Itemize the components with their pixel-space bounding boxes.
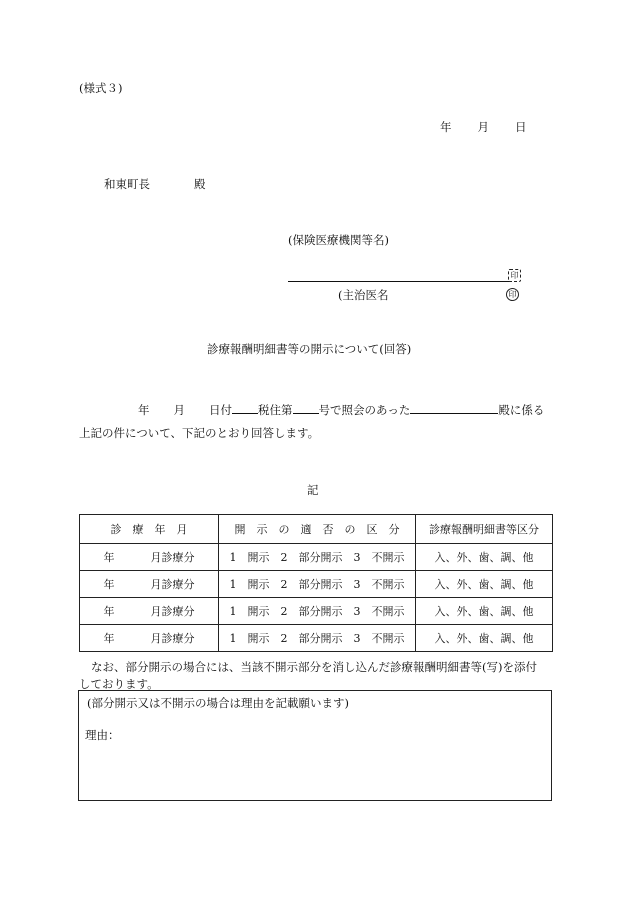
- row-category: 入、外、歯、調、他: [416, 544, 553, 571]
- date-day: 日: [515, 120, 527, 134]
- blank-field: [232, 401, 258, 414]
- institution-seal: [508, 267, 521, 282]
- addressee: [104, 176, 206, 192]
- date-month: 月: [477, 120, 489, 134]
- date-line: [440, 119, 527, 135]
- institution-seal-mark: 印: [508, 269, 521, 282]
- row-category: 入、外、歯、調、他: [416, 571, 553, 598]
- document-title: 診療報酬明細書等の開示について(回答): [207, 342, 412, 356]
- addressee-name: 和東町長: [104, 177, 150, 191]
- table-header-row: [80, 515, 553, 544]
- header-disclosure: 開 示 の 適 否 の 区 分: [219, 515, 416, 544]
- note-line-2: しております。: [79, 677, 159, 691]
- disclosure-table: [79, 514, 553, 652]
- row-period: 年 月診療分: [80, 598, 219, 625]
- doctor-seal-mark: 印: [506, 288, 519, 301]
- row-disclosure: 1 開示 2 部分開示 3 不開示: [219, 544, 416, 571]
- date-year: 年: [440, 120, 452, 134]
- form-number: (様式３): [79, 81, 123, 95]
- table-row: [80, 544, 553, 571]
- reason-label: 理由：: [85, 728, 120, 742]
- blank-field: [293, 401, 319, 414]
- reason-instruction: (部分開示又は不開示の場合は理由を記載願います): [87, 696, 349, 710]
- reason-box[interactable]: [78, 690, 552, 801]
- addressee-honorific: 殿: [194, 177, 206, 191]
- body-line-2: 上記の件について、下記のとおり回答します。: [79, 426, 320, 440]
- table-row: [80, 598, 553, 625]
- table-row: [80, 571, 553, 598]
- row-disclosure: 1 開示 2 部分開示 3 不開示: [219, 598, 416, 625]
- row-category: 入、外、歯、調、他: [416, 598, 553, 625]
- row-period: 年 月診療分: [80, 544, 219, 571]
- blank-field: [410, 401, 498, 414]
- doctor-label: (主治医名: [338, 288, 389, 302]
- row-disclosure: 1 開示 2 部分開示 3 不開示: [219, 571, 416, 598]
- ki-heading: 記: [307, 483, 319, 497]
- header-period: 診 療 年 月: [80, 515, 219, 544]
- header-category: 診療報酬明細書等区分: [416, 515, 553, 544]
- doctor-seal: [506, 286, 519, 301]
- row-period: 年 月診療分: [80, 625, 219, 652]
- institution-label: (保険医療機関等名): [288, 233, 389, 247]
- note-line-1: なお、部分開示の場合には、当該不開示部分を消し込んだ診療報酬明細書等(写)を添付: [91, 660, 537, 674]
- body-line-1: 年 月 日付 税住第 号で照会のあった 殿に係る: [138, 403, 545, 417]
- row-disclosure: 1 開示 2 部分開示 3 不開示: [219, 625, 416, 652]
- row-category: 入、外、歯、調、他: [416, 625, 553, 652]
- signature-line: [288, 281, 512, 282]
- row-period: 年 月診療分: [80, 571, 219, 598]
- table-row: [80, 625, 553, 652]
